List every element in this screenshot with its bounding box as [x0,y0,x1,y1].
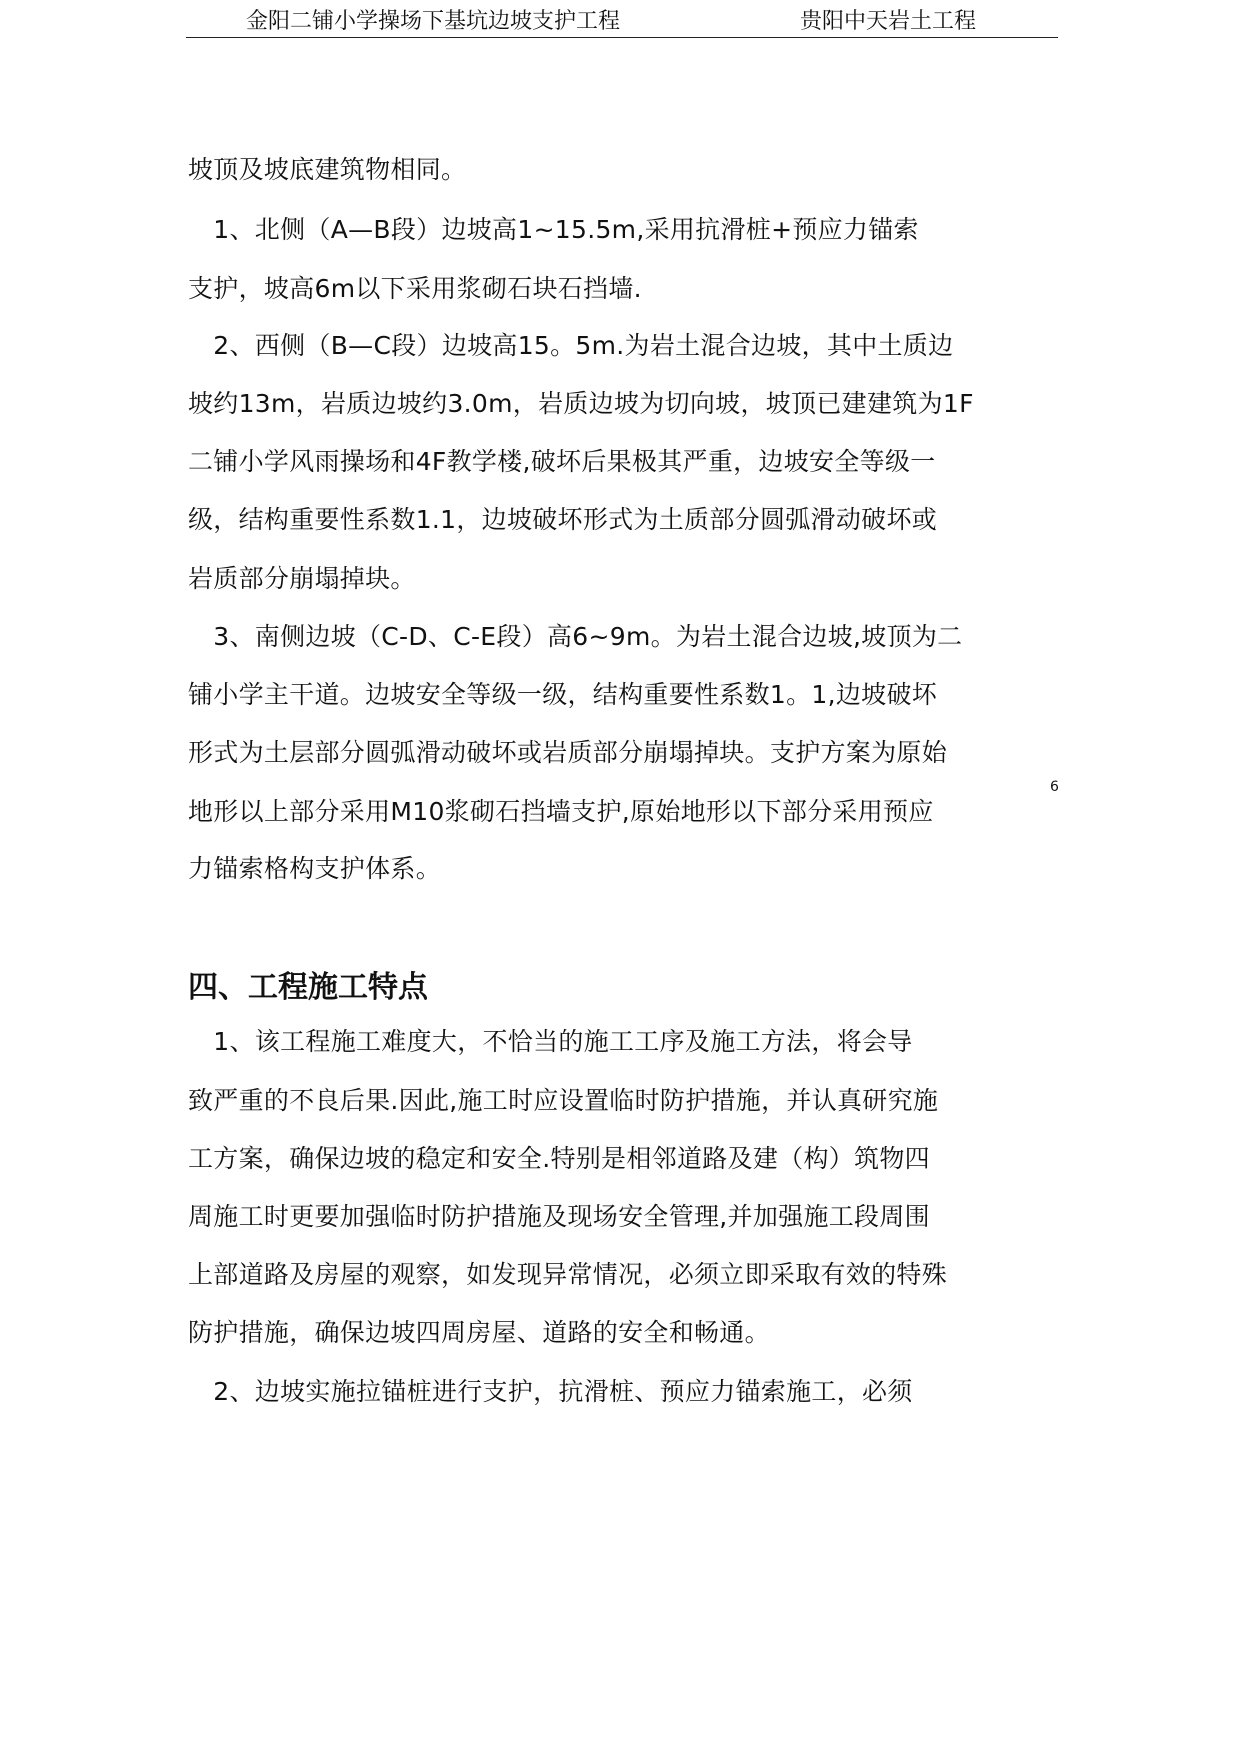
page-number: 6 [1050,779,1059,795]
body-line: 周施工时更要加强临时防护措施及现场安全管理,并加强施工段周围 [188,1202,930,1231]
body-line: 坡约13m，岩质边坡约3.0m，岩质边坡为切向坡，坡顶已建建筑为1F [188,389,974,418]
body-line: 地形以上部分采用M10浆砌石挡墙支护,原始地形以下部分采用预应 [188,797,934,826]
body-line: 上部道路及房屋的观察，如发现异常情况，必须立即采取有效的特殊 [188,1260,948,1289]
body-line: 二铺小学风雨操场和4F教学楼,破坏后果极其严重，边坡安全等级一 [188,447,936,476]
page-header [186,0,1058,38]
body-line: 致严重的不良后果.因此,施工时应设置临时防护措施，并认真研究施 [188,1086,939,1115]
body-line: 级，结构重要性系数1.1，边坡破坏形式为土质部分圆弧滑动破坏或 [188,505,938,534]
body-line: 坡顶及坡底建筑物相同。 [188,155,467,184]
body-line: 3、南侧边坡（C-D、C-E段）高6~9m。为岩土混合边坡,坡顶为二 [188,622,963,651]
body-line: 防护措施，确保边坡四周房屋、道路的安全和畅通。 [188,1318,770,1347]
body-line: 力锚索格构支护体系。 [188,854,442,883]
body-line: 2、边坡实施拉锚桩进行支护，抗滑桩、预应力锚索施工，必须 [188,1377,913,1406]
body-line: 形式为土层部分圆弧滑动破坏或岩质部分崩塌掉块。支护方案为原始 [188,738,948,767]
body-line: 岩质部分崩塌掉块。 [188,564,416,593]
body-line: 2、西侧（B—C段）边坡高15。5m.为岩土混合边坡，其中土质边 [188,331,954,360]
section-heading: 四、工程施工特点 [188,970,428,1005]
body-line: 铺小学主干道。边坡安全等级一级，结构重要性系数1。1,边坡破坏 [188,680,938,709]
body-line: 1、该工程施工难度大，不恰当的施工工序及施工方法，将会导 [188,1027,913,1056]
header-project-title: 金阳二铺小学操场下基坑边坡支护工程 [246,9,621,34]
body-line: 支护，坡高6m以下采用浆砌石块石挡墙. [188,274,642,303]
header-company: 贵阳中天岩土工程 [800,9,977,34]
body-line: 1、北侧（A—B段）边坡高1~15.5m,采用抗滑桩+预应力锚索 [188,215,919,244]
body-line: 工方案，确保边坡的稳定和安全.特别是相邻道路及建（构）筑物四 [188,1144,930,1173]
